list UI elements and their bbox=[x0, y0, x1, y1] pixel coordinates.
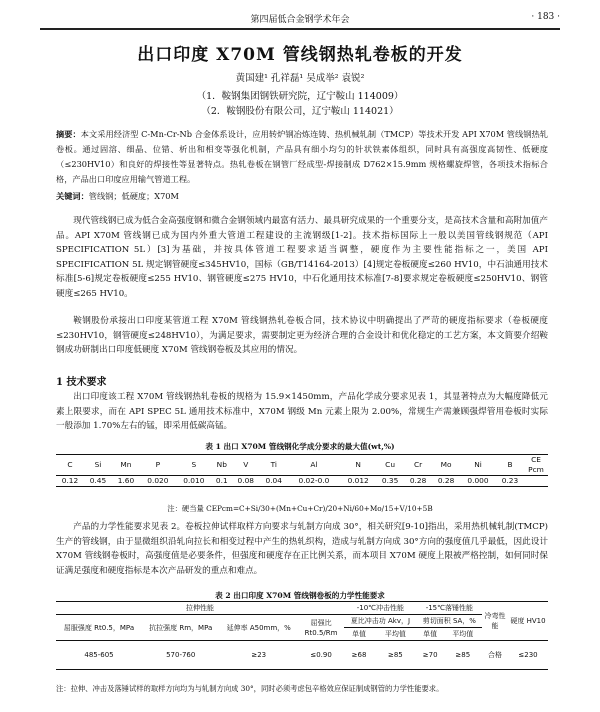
t1-cell: 0.28 bbox=[409, 476, 427, 485]
t2-cell: 570-760 bbox=[166, 651, 196, 659]
t1-head: C bbox=[67, 460, 73, 469]
table1-caption: 表 1 出口 X70M 管线钢化学成分要求的最大值(wt,%) bbox=[205, 442, 395, 451]
t2-head-a: 延伸率 A50mm，% bbox=[226, 623, 291, 632]
t2-head-avg: 平均值 bbox=[452, 630, 474, 638]
t1-cell: 0.010 bbox=[183, 476, 205, 485]
t2-group-tensile: 拉伸性能 bbox=[56, 602, 344, 615]
t1-cell bbox=[524, 476, 548, 487]
t2-head-hv: 硬度 HV10 bbox=[510, 617, 546, 625]
t1-head: Mn bbox=[120, 460, 132, 469]
t2-head-avg: 平均值 bbox=[384, 630, 406, 638]
t1-head: B bbox=[507, 460, 513, 469]
paper-title: 出口印度 X70M 管线钢热轧卷板的开发 bbox=[137, 45, 463, 65]
table1-note: 注：硬当量 CEPcm=C+Si/30+(Mn+Cu+Cr)/20+Ni/60+Mo/15+V/10+5B bbox=[167, 504, 433, 513]
authors: 黄国建¹ 孔祥磊¹ 吴成举² 袁锐² bbox=[235, 73, 365, 84]
t2-cell: 485-605 bbox=[84, 651, 114, 659]
t2-head-sa: 剪切面积 SA，% bbox=[417, 615, 482, 628]
paragraph-chemistry: 出口印度该工程 X70M 管线钢热轧卷板的规格为 15.9×1450mm，产品化学成分要求见表 1，其显著特点为大幅度降低元素上限要求，而在 API SPEC 5L 通用技术标准中，X70M 钢级 Mn 元素上限为 2.00%，常规生产需兼顾强焊管用卷板时实际一般添加 1.70%左右的锰，即采用低碳高锰。 bbox=[56, 392, 548, 431]
t2-head-rt: 屈服强度 Rt0.5，MPa bbox=[63, 623, 135, 632]
t1-head: S bbox=[191, 460, 197, 469]
t2-group-impact: -10℃冲击性能 bbox=[344, 602, 417, 615]
keywords-label: 关键词： bbox=[56, 191, 89, 201]
t1-cell: 1.60 bbox=[117, 476, 135, 485]
t1-head: N bbox=[355, 460, 361, 469]
t1-head: P bbox=[155, 460, 161, 469]
t1-head: V bbox=[243, 460, 249, 469]
t2-cell: ≤0.90 bbox=[310, 651, 332, 659]
t1-cell: 0.04 bbox=[265, 476, 282, 485]
t2-cell: ≤230 bbox=[518, 651, 538, 659]
t1-head: Mo bbox=[440, 460, 452, 469]
t2-head-bend: 冷弯性能 bbox=[484, 612, 506, 630]
t1-head: Al bbox=[310, 460, 318, 469]
t2-head-ratio: 屈强比 Rt0.5/Rm bbox=[304, 618, 338, 637]
t2-cell: ≥85 bbox=[455, 651, 471, 659]
t1-head: Ti bbox=[270, 460, 277, 469]
table2-mechanical bbox=[56, 601, 548, 670]
paragraph-mechanical: 产品的力学性能要求见表 2。卷板拉伸试样取样方向要求与轧制方向成 30°，相关研究[9-10]指出，采用热机械轧制(TMCP)生产的管线钢，由于显微组织沿轧向拉长和相变过程中产生的热轧织构，造成与轧制方向成 30°方向的强度值几乎最低，因此设计 X70M 管线钢卷板时，高强度值是必要条件，但强度和硬度存在正比例关系，而本项目 X70M 硬度上限被严格控制，如何同时保证满足强度和硬度指标是本次产品研发的重点和难点。 bbox=[56, 522, 548, 576]
t1-cell: 0.45 bbox=[89, 476, 107, 485]
t1-head: Nb bbox=[216, 460, 227, 469]
t1-cell: 0.08 bbox=[237, 476, 254, 485]
table1-chemistry bbox=[56, 454, 548, 487]
t1-head: CE Pcm bbox=[528, 455, 544, 474]
t1-cell: 0.28 bbox=[437, 476, 455, 485]
t2-cell: ≥68 bbox=[351, 651, 367, 659]
t1-cell: 0.35 bbox=[381, 476, 399, 485]
t1-cell: 0.23 bbox=[501, 476, 519, 485]
t1-head: Cu bbox=[385, 460, 396, 469]
t2-head-rm: 抗拉强度 Rm，MPa bbox=[149, 623, 213, 632]
table2-note: 注：拉伸、冲击及落锤试样的取样方向均为与轧制方向成 30°，同时必须考虑包辛格效应保证制成钢管的力学性能要求。 bbox=[56, 684, 444, 693]
abstract-text: 本文采用经济型 C-Mn-Cr-Nb 合金体系设计，应用转炉钢冶炼连铸、热机械轧制（TMCP）等技术开发 API X70M 管线钢热轧卷板。通过固溶、细晶、位错、析出和相变等强化机制，产品具有细小均匀的针状铁素体组织，同时具有高强度高韧性、低硬度（≤230HV10）和良好的焊接性等显著特点。热轧卷板在钢管厂经成型-焊接制成 D762×15.9mm 规格螺旋焊管，各项技术指标合格，产品出口印度应用输气管道工程。 bbox=[56, 129, 548, 184]
t2-group-dwtt: -15℃落锤性能 bbox=[417, 602, 482, 615]
t1-cell: 0.02-0.0 bbox=[298, 476, 330, 485]
keywords-text: 管线钢；低硬度；X70M bbox=[88, 191, 179, 201]
paragraph-project: 鞍钢股份承接出口印度某管道工程 X70M 管线钢热轧卷板合同，技术协议中明确提出了严苛的硬度指标要求（卷板硬度≤230HV10，钢管硬度≤248HV10），为满足要求，需要制定更为经济合理的合金设计和优化稳定的工艺方案，本文简要介绍鞍钢成功研制出口印度低硬度 X70M 管线钢卷板及其应用的情况。 bbox=[56, 316, 548, 355]
running-header bbox=[40, 12, 560, 30]
t1-cell: 0.12 bbox=[61, 476, 79, 485]
abstract bbox=[56, 127, 548, 187]
t2-head-akv: 夏比冲击功 Akv，J bbox=[344, 615, 417, 628]
t1-head: Ni bbox=[474, 460, 482, 469]
t1-cell: 0.1 bbox=[215, 476, 228, 485]
table2-caption: 表 2 出口印度 X70M 管线钢卷板的力学性能要求 bbox=[215, 591, 385, 600]
abstract-label: 摘要： bbox=[56, 129, 81, 139]
t1-cell: 0.020 bbox=[147, 476, 169, 485]
keywords bbox=[56, 189, 548, 204]
t2-cell: ≥70 bbox=[422, 651, 438, 659]
t1-cell: 0.000 bbox=[467, 476, 489, 485]
affiliation-1: （1．鞍钢集团钢铁研究院，辽宁鞍山 114009） bbox=[196, 91, 404, 102]
t1-cell: 0.012 bbox=[347, 476, 369, 485]
affiliation-2: （2．鞍钢股份有限公司，辽宁鞍山 114021） bbox=[201, 106, 399, 117]
t2-head-single: 单值 bbox=[423, 630, 438, 638]
conference-name: 第四届低合金钢学术年会 bbox=[250, 15, 350, 25]
t2-cell: ≥23 bbox=[251, 651, 267, 659]
t1-head: Cr bbox=[413, 460, 423, 469]
t2-head-single: 单值 bbox=[352, 630, 367, 638]
t1-head: Si bbox=[94, 460, 102, 469]
t2-cell: ≥85 bbox=[387, 651, 403, 659]
page-number: · 183 · bbox=[531, 12, 560, 22]
paragraph-intro: 现代管线钢已成为低合金高强度钢和微合金钢领域内最富有活力、最具研究成果的一个重要分支，是高技术含量和高附加值产品。API X70M 管线钢已成为国内外重大管道工程建设的主流钢级[1-2]。技术指标国际上一般以美国管线钢规范（API SPECIFICATION 5L）[3]为基础，并按具体管道工程要求适当调整，硬度作为主要性能指标之一，美国 API SPECIFICATION 5L 规定钢管硬度≤345HV10，国标（GB/T14164-2013）[4]规定卷板硬度≤260 HV10，中石油通用技术标准[5-6]规定卷板硬度≤255 HV10、钢管硬度≤275 HV10，中石化通用技术标准[7-8]要求规定卷板硬度≤250HV10、钢管硬度≤265 HV10。 bbox=[56, 216, 548, 299]
section-heading-1: 1 技术要求 bbox=[56, 377, 107, 388]
t2-cell: 合格 bbox=[488, 651, 502, 659]
